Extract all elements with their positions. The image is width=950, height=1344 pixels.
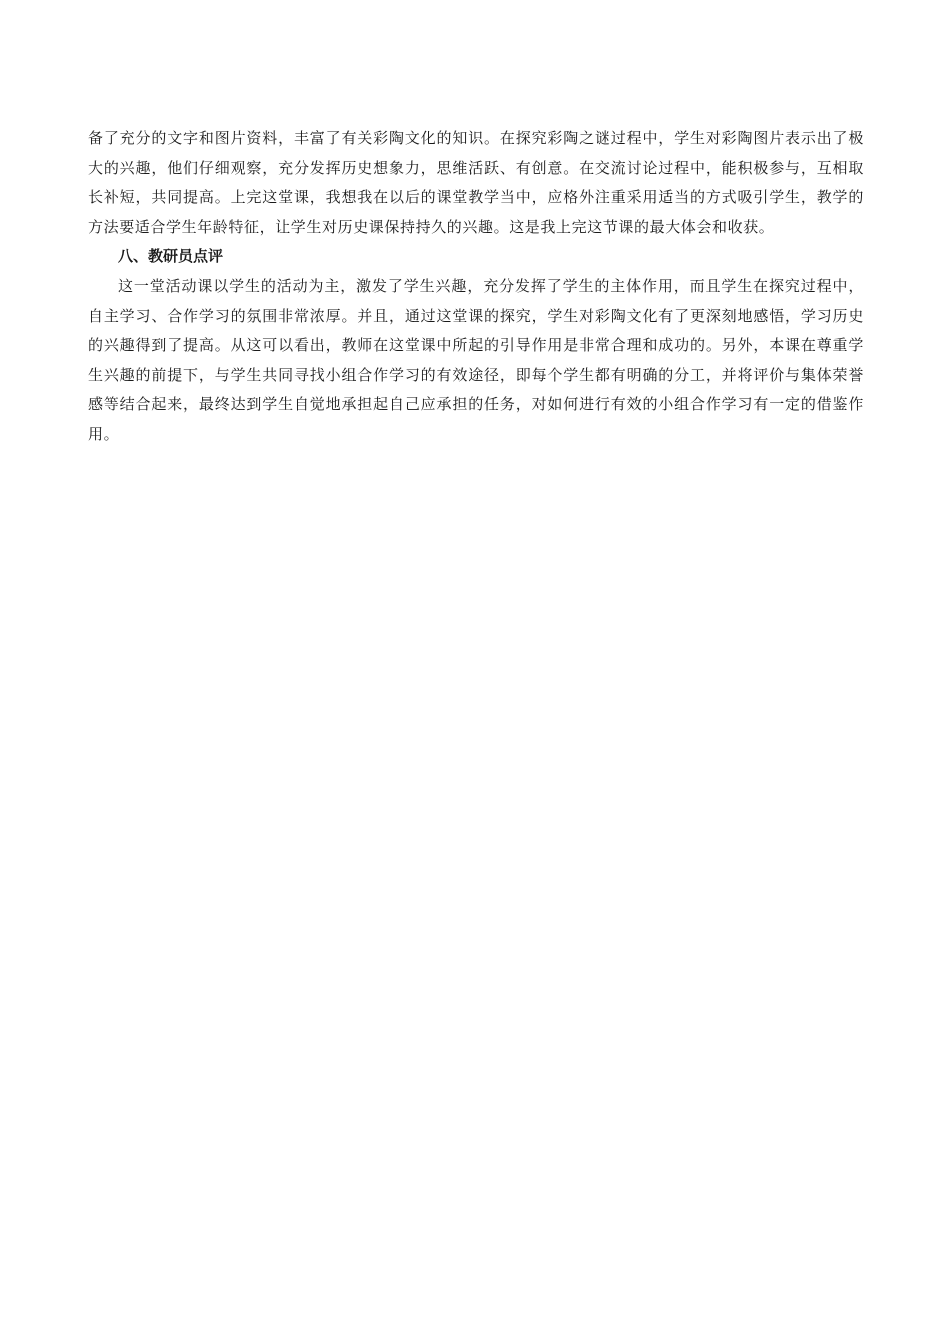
review-paragraph: 这一堂活动课以学生的活动为主，激发了学生兴趣，充分发挥了学生的主体作用，而且学生在探究过程中，自主学习、合作学习的氛围非常浓厚。并且，通过这堂课的探究，学生对彩陶文化有了更深刻地感悟，学习历史的兴趣得到了提高。从这可以看出，教师在这堂课中所起的引导作用是非常合理和成功的。另外，本课在尊重学生兴趣的前提下，与学生共同寻找小组合作学习的有效途径，即每个学生都有明确的分工，并将评价与集体荣誉感等结合起来，最终达到学生自觉地承担起自己应承担的任务，对如何进行有效的小组合作学习有一定的借鉴作用。: [88, 276, 864, 443]
document-page: [88, 124, 864, 450]
intro-paragraph: 备了充分的文字和图片资料，丰富了有关彩陶文化的知识。在探究彩陶之谜过程中，学生对彩陶图片表示出了极大的兴趣，他们仔细观察，充分发挥历史想象力，思维活跃、有创意。在交流讨论过程中，能积极参与，互相取长补短，共同提高。上完这堂课，我想我在以后的课堂教学当中，应格外注重采用适当的方式吸引学生，教学的方法要适合学生年龄特征，让学生对历史课保持持久的兴趣。这是我上完这节课的最大体会和收获。: [88, 129, 864, 236]
section-heading: 八、教研员点评: [118, 247, 224, 266]
